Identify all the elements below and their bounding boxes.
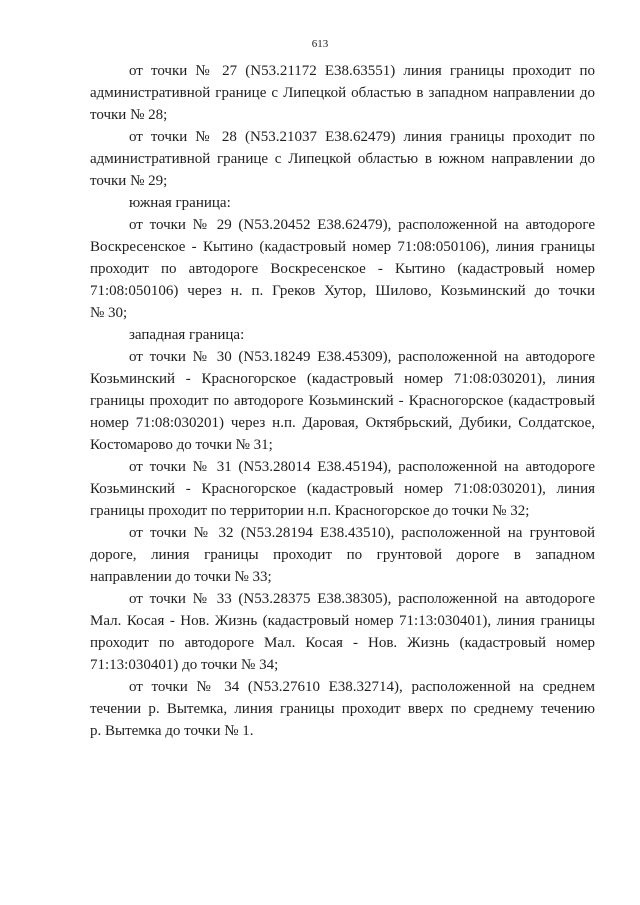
text-line: точки № 29; (90, 173, 168, 189)
text-line: от точки № 33 (N53.28375 E38.38305), расположенной на автодороге (129, 591, 595, 607)
text-line: проходит по автодороге Воскресенское - Кытино (кадастровый номер (90, 261, 595, 277)
text-line: р. Вытемка до точки № 1. (90, 723, 254, 739)
text-line: Воскресенское - Кытино (кадастровый номер 71:08:050106), линия границы (90, 239, 595, 255)
section-heading: западная граница: (129, 327, 245, 343)
text-line: 71:13:030401) до точки № 34; (90, 657, 279, 673)
text-line: от точки № 30 (N53.18249 E38.45309), расположенной на автодороге (129, 349, 595, 365)
section-heading: южная граница: (129, 195, 231, 211)
text-line: от точки № 34 (N53.27610 E38.32714), расположенной на среднем (129, 679, 595, 695)
page-number: 613 (311, 38, 329, 50)
text-line: границы проходит по автодороге Козьминский - Красногорское (кадастровый (90, 393, 595, 409)
text-line: от точки № 28 (N53.21037 E38.62479) линия границы проходит по (129, 129, 595, 145)
text-line: от точки № 32 (N53.28194 E38.43510), расположенной на грунтовой (129, 525, 595, 541)
text-line: от точки № 27 (N53.21172 E38.63551) линия границы проходит по (129, 63, 595, 79)
text-line: направлении до точки № 33; (90, 569, 272, 585)
text-line: дороге, линия границы проходит по грунтовой дороге в западном (90, 547, 595, 563)
text-line: номер 71:08:030201) через н.п. Даровая, Октябрьский, Дубики, Солдатское, (90, 415, 595, 431)
text-line: Мал. Косая - Нов. Жизнь (кадастровый номер 71:13:030401), линия границы (90, 613, 595, 629)
text-line: административной границе с Липецкой областью в западном направлении до (90, 85, 595, 101)
text-line: проходит по автодороге Мал. Косая - Нов. Жизнь (кадастровый номер (90, 635, 595, 651)
text-line: Козьминский - Красногорское (кадастровый номер 71:08:030201), линия (90, 371, 595, 387)
text-line: № 30; (90, 305, 128, 321)
text-line: точки № 28; (90, 107, 168, 123)
text-line: Костомарово до точки № 31; (90, 437, 273, 453)
text-line: Козьминский - Красногорское (кадастровый номер 71:08:030201), линия (90, 481, 595, 497)
text-line: от точки № 29 (N53.20452 E38.62479), расположенной на автодороге (129, 217, 595, 233)
text-line: административной границе с Липецкой областью в южном направлении до (90, 151, 595, 167)
text-line: 71:08:050106) через н. п. Греков Хутор, Шилово, Козьминский до точки (90, 283, 595, 299)
text-line: от точки № 31 (N53.28014 E38.45194), расположенной на автодороге (129, 459, 595, 475)
text-line: границы проходит по территории н.п. Красногорское до точки № 32; (90, 503, 530, 519)
text-line: течении р. Вытемка, линия границы проходит вверх по среднему течению (90, 701, 595, 717)
